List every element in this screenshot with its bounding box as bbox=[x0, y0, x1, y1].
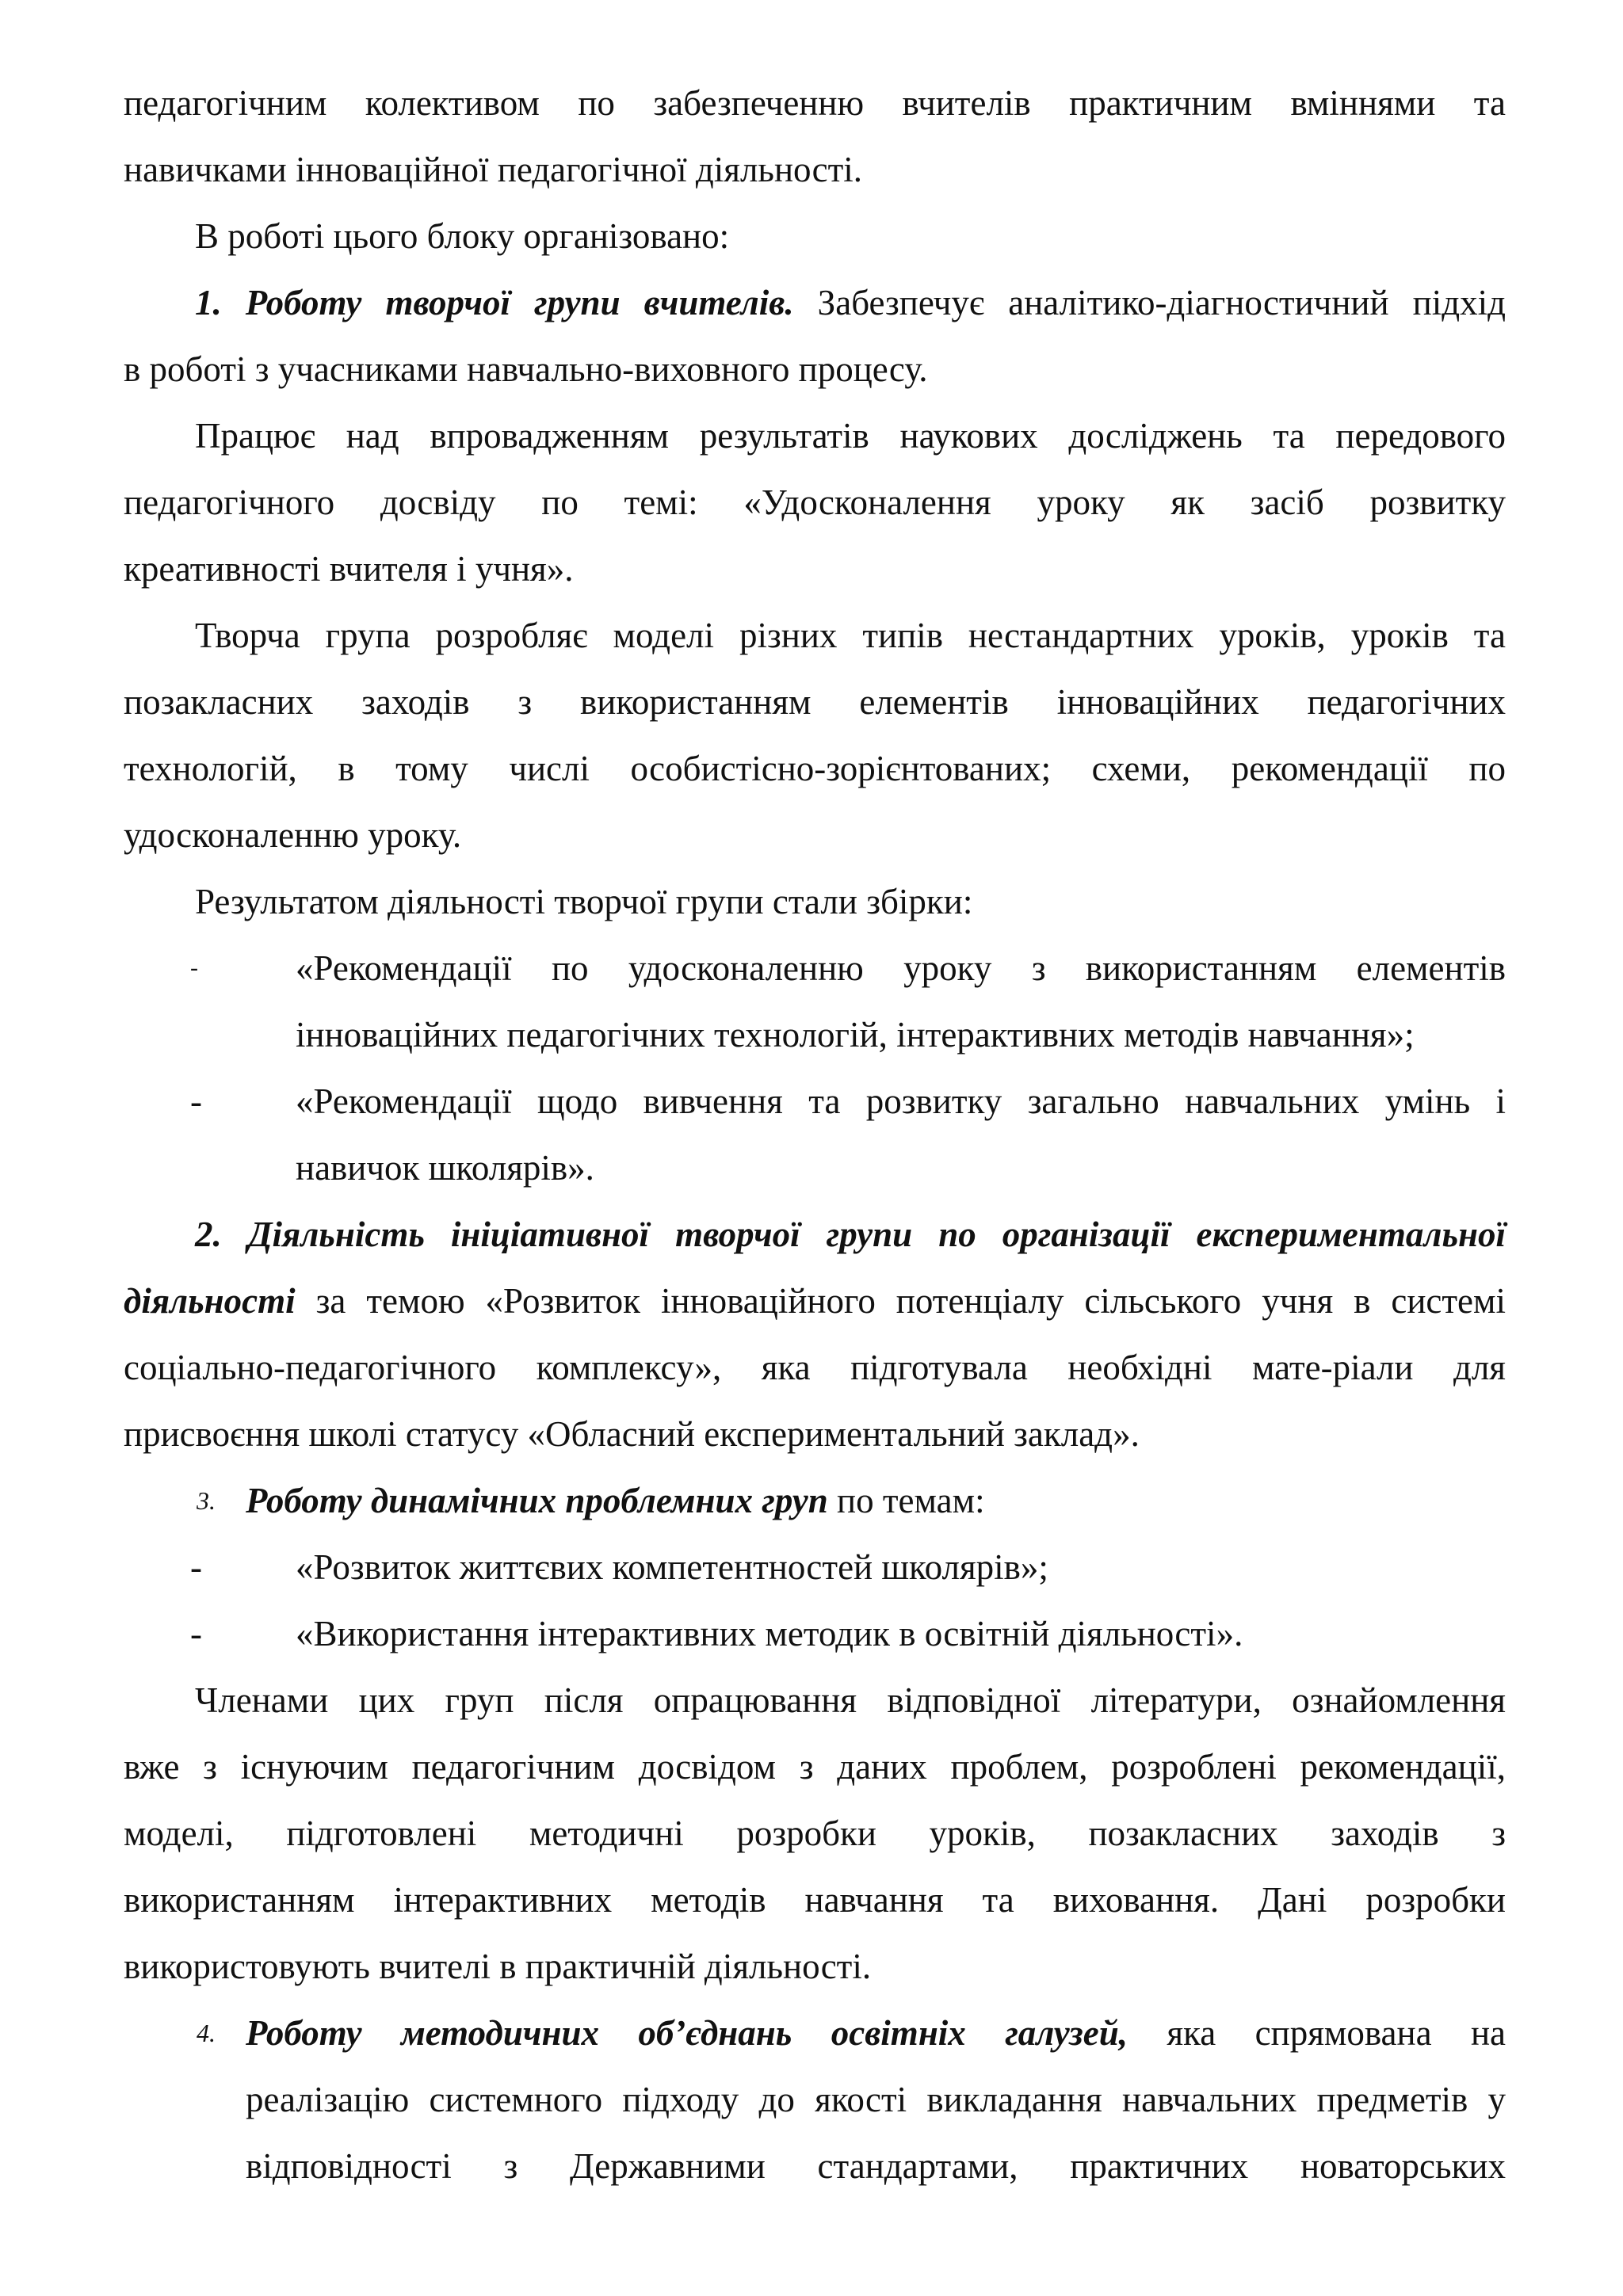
section-heading: 1. Роботу творчої групи вчителів. bbox=[195, 283, 794, 322]
list-bullet: - bbox=[190, 955, 198, 981]
section-number: 4. bbox=[197, 2019, 216, 2047]
list-bullet: - bbox=[190, 1081, 202, 1121]
paragraph-line: присвоєння школі статусу «Обласний експериментальний заклад». bbox=[124, 1414, 1140, 1454]
paragraph-line: позакласних заходів з використанням елементів інноваційних педагогічних bbox=[124, 682, 1506, 722]
paragraph-line: В роботі цього блоку організовано: bbox=[195, 216, 730, 256]
paragraph-line: педагогічним колективом по забезпеченню вчителів практичним вміннями та bbox=[124, 83, 1506, 123]
paragraph-line bbox=[246, 2009, 1506, 2057]
paragraph-line: технологій, в тому числі особистісно-зорієнтованих; схеми, рекомендації по bbox=[124, 749, 1506, 788]
section-heading: Роботу динамічних проблемних груп bbox=[246, 1481, 828, 1520]
section-heading: Роботу методичних об’єднань освітніх галузей, bbox=[246, 2013, 1128, 2053]
section-heading: 2. Діяльність ініціативної творчої групи по організації експериментальної bbox=[195, 1215, 1506, 1254]
paragraph-line bbox=[124, 1277, 1506, 1325]
section-number: 3. bbox=[197, 1486, 216, 1515]
list-item: «Розвиток життєвих компетентностей школярів»; bbox=[296, 1547, 1048, 1587]
list-item: «Рекомендації по удосконаленню уроку з використанням елементів bbox=[296, 948, 1506, 988]
paragraph-line: використовують вчителі в практичній діяльності. bbox=[124, 1947, 872, 1986]
paragraph-line: в роботі з учасниками навчально-виховного процесу. bbox=[124, 349, 928, 389]
paragraph-text: Забезпечує аналітико-діагностичний підхід bbox=[793, 283, 1506, 322]
paragraph-line: відповідності з Державними стандартами, практичних новаторських bbox=[246, 2146, 1506, 2186]
paragraph-line bbox=[246, 1477, 1506, 1524]
paragraph-line: навичками інноваційної педагогічної діяльності. bbox=[124, 150, 863, 189]
paragraph-line: реалізацію системного підходу до якості викладання навчальних предметів у bbox=[246, 2080, 1506, 2119]
paragraph-line: вже з існуючим педагогічним досвідом з даних проблем, розроблені рекомендації, bbox=[124, 1747, 1506, 1787]
paragraph-text: по темам: bbox=[827, 1481, 985, 1520]
paragraph-line: моделі, підготовлені методичні розробки уроків, позакласних заходів з bbox=[124, 1814, 1506, 1853]
list-item: «Використання інтерактивних методик в освітній діяльності». bbox=[296, 1614, 1243, 1653]
list-bullet: - bbox=[190, 1547, 202, 1587]
paragraph-line: соціально-педагогічного комплексу», яка підготувала необхідні мате-ріали для bbox=[124, 1348, 1506, 1387]
section-heading: діяльності bbox=[124, 1281, 296, 1321]
paragraph-line: Творча група розробляє моделі різних типів нестандартних уроків, уроків та bbox=[195, 616, 1506, 655]
paragraph-line: удосконаленню уроку. bbox=[124, 815, 462, 855]
paragraph-line: Працює над впровадженням результатів наукових досліджень та передового bbox=[195, 416, 1506, 456]
paragraph-line: Членами цих груп після опрацювання відповідної літератури, ознайомлення bbox=[195, 1680, 1506, 1720]
list-bullet: - bbox=[190, 1614, 202, 1653]
paragraph-text: яка спрямована на bbox=[1128, 2013, 1506, 2053]
paragraph-text: за темою «Розвиток інноваційного потенціалу сільського учня в системі bbox=[295, 1281, 1506, 1321]
paragraph-line bbox=[195, 279, 1506, 326]
list-item: «Рекомендації щодо вивчення та розвитку загально навчальних умінь і bbox=[296, 1081, 1506, 1121]
list-item: інноваційних педагогічних технологій, інтерактивних методів навчання»; bbox=[296, 1015, 1415, 1055]
paragraph-line: педагогічного досвіду по темі: «Удосконалення уроку як засіб розвитку bbox=[124, 482, 1506, 522]
list-item: навичок школярів». bbox=[296, 1148, 594, 1188]
paragraph-line: креативності вчителя і учня». bbox=[124, 549, 574, 589]
paragraph-line: використанням інтерактивних методів навчання та виховання. Дані розробки bbox=[124, 1880, 1506, 1920]
paragraph-line: Результатом діяльності творчої групи стали збірки: bbox=[195, 882, 973, 921]
